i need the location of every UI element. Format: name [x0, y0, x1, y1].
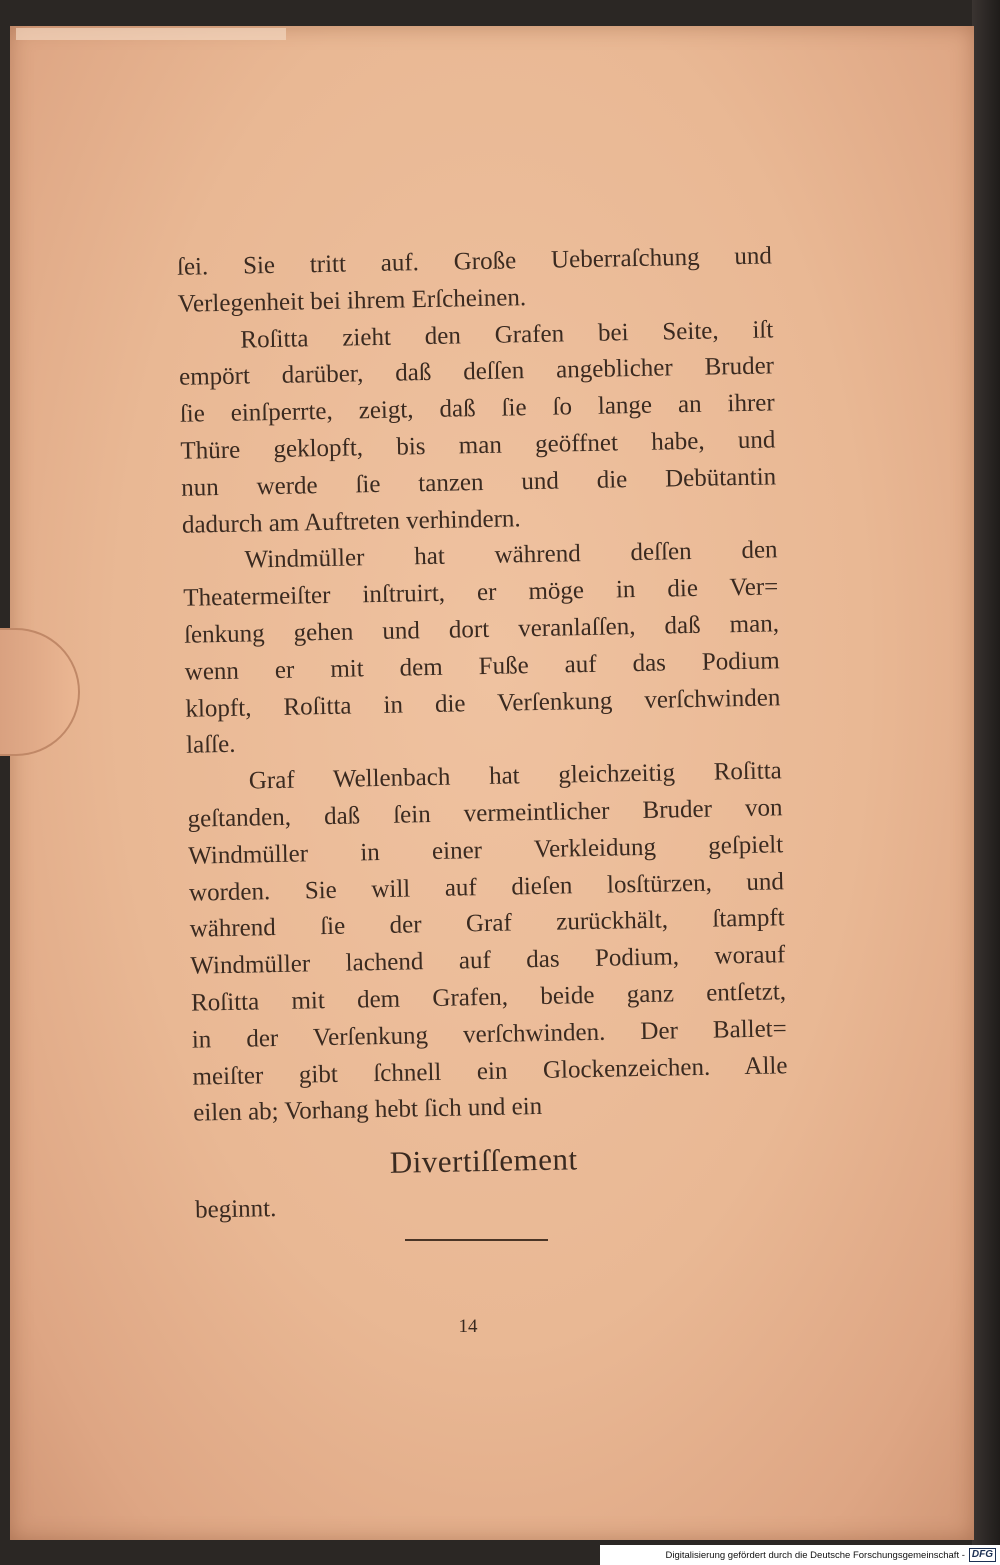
text-line: Windmüller hat während deſſen den — [244, 536, 778, 574]
text-line: wenn er mit dem Fuße auf das Podium — [184, 647, 780, 686]
text-line: Windmüller in einer Verkleidung geſpielt — [188, 831, 784, 870]
page-top-edge — [16, 28, 286, 40]
text-line: Graf Wellenbach hat gleichzeitig Roſitta — [248, 757, 783, 795]
text-line: ſei. Sie tritt auf. Große Ueberraſchung und — [176, 242, 773, 281]
text-line: während ſie der Graf zurückhält, ſtampft — [189, 904, 785, 944]
footer-credit: Digitalisierung gefördert durch die Deutsche Forschungsgemeinschaft - — [665, 1549, 965, 1561]
paragraph — [182, 533, 781, 765]
section-rule — [405, 1239, 548, 1241]
text-line: dadurch am Auftreten verhindern. — [181, 504, 521, 539]
text-line: klopft, Roſitta in die Verſenkung verſchwinden — [185, 683, 781, 723]
paragraph — [177, 238, 773, 323]
text-line: Verlegenheit bei ihrem Erſcheinen. — [177, 283, 527, 318]
text-line: worden. Sie will auf dieſen losſtürzen, und — [188, 867, 785, 907]
text-line: geſtanden, daß ſein vermeintlicher Bruder von — [187, 794, 783, 833]
text-line: laſſe. — [185, 731, 236, 760]
digitization-footer — [600, 1545, 1000, 1565]
book-spine-edge — [972, 0, 1000, 1545]
text-line: Roſitta zieht den Grafen bei Seite, iſt — [240, 315, 774, 354]
text-line: Windmüller lachend auf das Podium, worauf — [190, 941, 786, 980]
paragraph — [187, 753, 789, 1132]
text-line: empört darüber, daß deſſen angeblicher Bruder — [178, 352, 775, 392]
text-line: meiſter gibt ſchnell ein Glockenzeichen. Alle — [192, 1051, 788, 1091]
text-line: Thüre geklopft, bis man geöffnet habe, und — [180, 426, 776, 465]
body-text — [177, 238, 791, 1229]
dfg-logo-icon: DFG — [969, 1548, 996, 1562]
text-line: in der Verſenkung verſchwinden. Der Ballet= — [191, 1014, 787, 1054]
continuation-line: beginnt. — [194, 1195, 277, 1224]
text-line: ſie einſperrte, zeigt, daß ſie ſo lange an ihrer — [179, 389, 775, 428]
text-line: nun werde ſie tanzen und die Debütantin — [180, 463, 777, 502]
text-line: Theatermeiſter inſtruirt, er möge in die Ver= — [183, 573, 779, 612]
text-line: Roſitta mit dem Grafen, beide ganz entſetzt, — [190, 978, 787, 1017]
paragraph — [178, 312, 777, 544]
text-line: eilen ab; Vorhang hebt ſich und ein — [192, 1093, 543, 1127]
text-line: ſenkung gehen und dort veranlaſſen, daß man, — [183, 610, 780, 649]
page-number: 14 — [458, 1316, 478, 1337]
centered-heading: Divertiſſement — [389, 1141, 578, 1180]
